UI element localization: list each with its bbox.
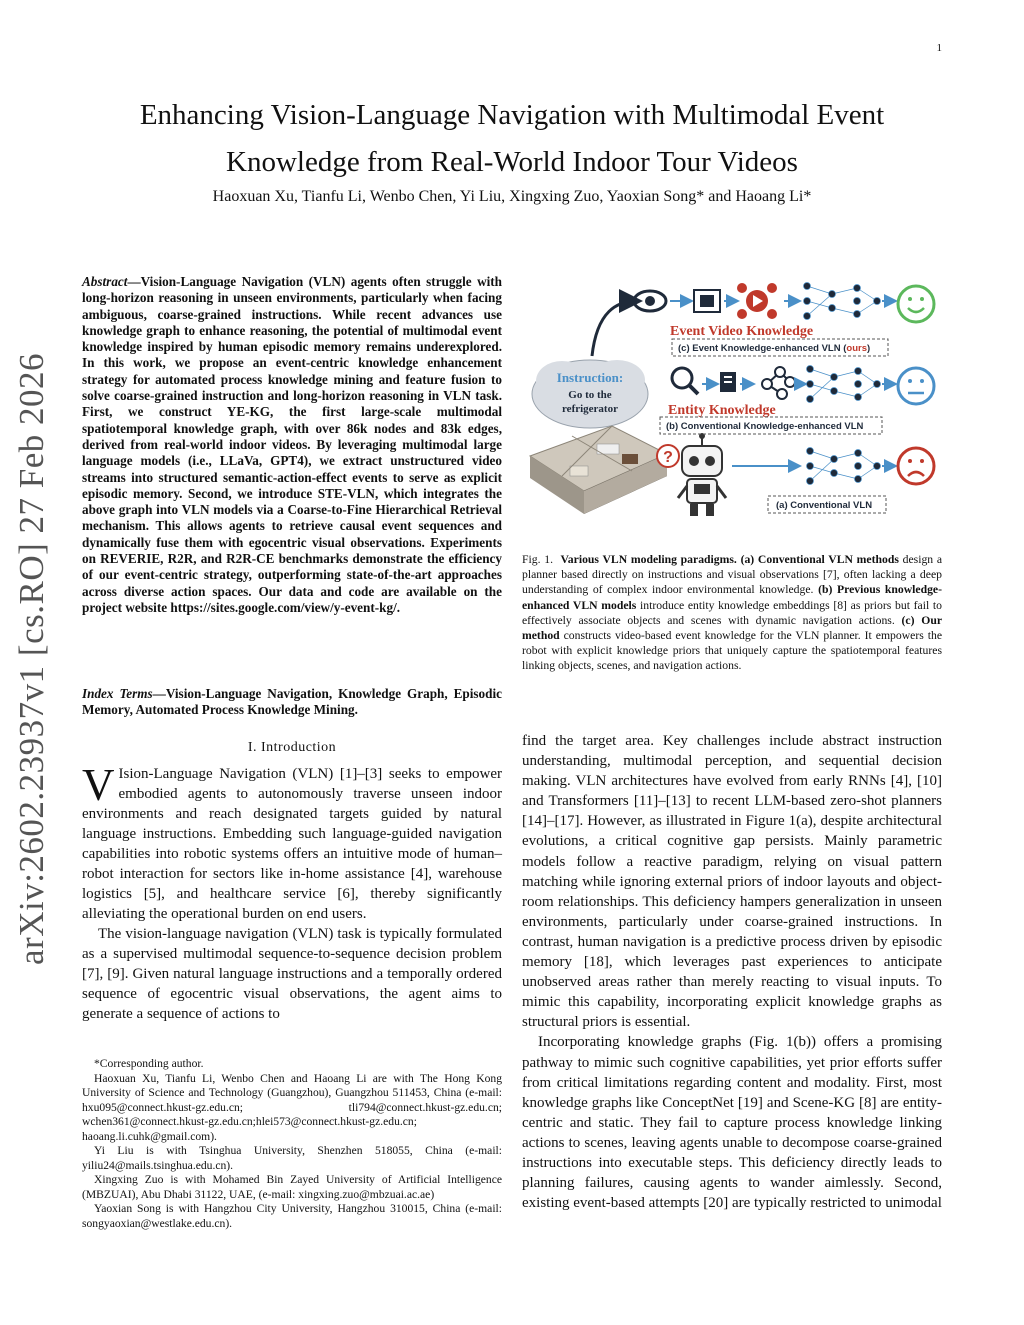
caption-label: Fig. 1. [522, 553, 553, 566]
entity-graph-icon [762, 367, 795, 399]
instruction-title: Instruction: [556, 370, 624, 385]
intro-continued [522, 731, 942, 1213]
intro-p1-text: Ision-Language Navigation (VLN) [1]–[3] seeks to empower embodied agents to autonomously traverse unseen indoor environments and reach designated targets guided by natural language instructions. Embedding such language-guided navigation capabilities into robotic systems offers an intuitive mode of human–robot interaction for sectors like in-home assistance [4], warehouse logistics [5], and healthcare service [6], thereby significantly alleviating the operational burden on end users. [82, 766, 502, 922]
neural-network-icon [804, 283, 881, 320]
neutral-face-icon [898, 368, 934, 404]
body-paragraph: Incorporating knowledge graphs (Fig. 1(b)) offers a promising pathway to mimic such cognitive capabilities, yet prior efforts suffer from critical limitations regarding content and modality. First, most knowledge graphs like ConceptNet [19] and Scene-KG [8] are entity-centric and static. They fail to capture process knowledge linking actions to scenes, leaving agents unable to decompose coarse-grained instructions into executable steps. This deficiency directly leads to planning failures, causing agents to wander aimlessly. Second, existing event-based attempts [20] are typically restricted to unimodal [522, 1034, 942, 1212]
body-paragraph: find the target area. Key challenges include abstract instruction understanding, multimodal perception, and sequential decision making. VLN architectures have evolved from early RNNs [4], [10] and Transformers [11]–[13] to recent LLM-based zero-shot planners [14]–[17]. However, as illustrated in Figure 1(a), despite architectural evolutions, a critical cognitive gap persists. Mainly parametric models follow a reactive paradigm, relying on visual pattern matching while ignoring external priors of indoor layouts and object-room relationships. This deficiency hampers generalization in unseen environments, particularly under coarse-grained instructions. In contrast, human navigation is a predictive process driven by episodic memory [18], which leverages past experiences to anticipate unobserved areas rather than merely reacting to visual inputs. To mimic this capability, incorporating explicit knowledge graphs as structural priors is essential. [522, 733, 942, 1031]
curved-arrow [592, 301, 637, 356]
neural-network-icon [807, 448, 881, 485]
author-list: Haoxuan Xu, Tianfu Li, Wenbo Chen, Yi Liu, Xingxing Zuo, Yaoxian Song* and Haoang Li* [212, 188, 812, 205]
sad-face-icon [898, 448, 934, 484]
caption-bold-b: (b) Previous knowledge-enhanced VLN models [522, 583, 943, 612]
paper-title [60, 92, 964, 186]
instruction-cloud [532, 360, 648, 428]
footnotes [82, 1057, 502, 1231]
caption-text-a: design a planner based directly on instructions and visual observations [7], often lacking a deep understanding of complex indoor environmental knowledge. [522, 553, 943, 597]
caption-bold-a: Various VLN modeling paradigms. (a) Conventional VLN methods [560, 553, 899, 566]
instruction-text-1: Go to the [568, 389, 612, 401]
footnote: Xingxing Zuo is with Mohamed Bin Zayed University of Artificial Intelligence (MBZUAI), Abu Dhabi 31122, UAE, (e-mail: xingxing.zuo@mbzuai.ac.ae) [82, 1173, 502, 1201]
question-mark-icon [657, 445, 679, 467]
footnote: Yaoxian Song is with Hangzhou City University, Hangzhou 310015, China (e-mail: songyaoxian@westlake.edu.cn). [82, 1202, 502, 1230]
abstract-body: —Vision-Language Navigation (VLN) agents often struggle with long-horizon reasoning in unseen environments, particularly when facing ambiguous, coarse-grained instructions. While recent advances use knowledge graph to enhance reasoning, the potential of multimodal event knowledge inspired by human episodic memory remains underexplored. In this work, we propose an event-centric knowledge enhancement strategy for automated process knowledge mining and feature fusion to solve coarse-grained instruction and long-horizon reasoning in VLN task. First, we construct YE-KG, the first large-scale multimodal spatiotemporal knowledge graph, with over 86k nodes and 83k edges, derived from real-world indoor videos. By leveraging multimodal large language models (i.e., LLaVa, GPT4), we extract unstructured video streams into structured semantic-action-effect events to serve as explicit episodic memory. Second, we introduce STE-VLN, which integrates the above graph into VLN models via a Coarse-to-Fine Hierarchical Retrieval mechanism. This allows agents to retrieve causal event sequences and dynamically fuse them with egocentric visual observations. Experiments on REVERIE, R2R, and R2R-CE benchmarks demonstrate the efficiency of our event-centric strategy, outperforming state-of-the-art approaches across diverse action spaces. Our data and code are available on the project website https://sites.google.com/view/y-event-kg/. [82, 274, 502, 615]
happy-face-icon [898, 286, 934, 322]
title-line-2: Knowledge from Real-World Indoor Tour Videos [226, 146, 798, 178]
introduction [82, 760, 502, 1024]
index-terms-lead: Index Terms [82, 686, 153, 701]
label-b: (b) Conventional Knowledge-enhanced VLN [666, 421, 864, 432]
intro-paragraph-1 [82, 760, 502, 924]
drop-cap: V [82, 760, 115, 810]
document-icon [720, 372, 736, 392]
instruction-text-2: refrigerator [562, 403, 618, 415]
caption-text-c: constructs video-based event knowledge for the VLN planner. It empowers the robot with explicit knowledge priors that uniquely capture the spatiotemporal features linking objects, scenes, and navigation actions. [522, 629, 943, 673]
footnote: *Corresponding author. [94, 1057, 204, 1070]
label-a: (a) Conventional VLN [776, 500, 873, 511]
figure-caption [522, 552, 942, 674]
title-line-1: Enhancing Vision-Language Navigation with Multimodal Event [139, 99, 885, 131]
label-c: (c) Event Knowledge-enhanced VLN (ours) [678, 343, 871, 354]
arxiv-stamp: arXiv:2602.23937v1 [cs.RO] 27 Feb 2026 [12, 352, 51, 965]
entity-knowledge-label: Entity Knowledge [668, 403, 776, 418]
neural-network-icon [807, 366, 881, 403]
eye-icon [634, 291, 666, 311]
intro-paragraph-2: The vision-language navigation (VLN) task is typically formulated as a supervised multimodal sequence-to-sequence decision problem [7], [9]. Given natural language instructions and a temporally ordered sequence of egocentric visual observations, the agent aims to generate a sequence of actions to [82, 926, 502, 1022]
section-heading: I. Introduction [247, 740, 337, 755]
robot-icon [678, 433, 726, 516]
caption-text-b: introduce entity knowledge embeddings [8] as priors but fail to effectively associate objects and scenes with dynamic navigation actions. [522, 598, 943, 627]
event-knowledge-label: Event Video Knowledge [670, 324, 814, 339]
abstract [82, 274, 502, 616]
figure-1-diagram [522, 276, 942, 540]
event-graph-icon [737, 283, 777, 319]
indoor-house-model [522, 426, 667, 514]
page-number: 1 [936, 42, 942, 54]
footnote: Haoxuan Xu, Tianfu Li, Wenbo Chen and Haoang Li are with The Hong Kong University of Science and Technology (Guangzhou), Guangzhou 511453, China (e-mail: hxu095@connect.hkust-gz.edu.cn; tli794@connect.hkust-gz.edu.cn; wchen361@connect.hkust-gz.edu.cn;hlei573@connect.hkust-gz.edu.cn; haoang.li.cuhk@gmail.com). [82, 1071, 502, 1143]
search-icon [672, 368, 698, 394]
figure-1 [522, 276, 942, 540]
index-terms-body: —Vision-Language Navigation, Knowledge Graph, Episodic Memory, Automated Process Knowledge Mining. [82, 686, 502, 718]
caption-bold-c: (c) Our method [522, 613, 943, 643]
video-icon [694, 290, 720, 312]
question-mark: ? [663, 449, 673, 466]
abstract-lead: Abstract [82, 274, 128, 289]
index-terms [82, 686, 502, 719]
footnote: Yi Liu is with Tsinghua University, Shenzhen 518055, China (e-mail: yiliu24@mails.tsinghua.edu.cn). [82, 1144, 502, 1172]
